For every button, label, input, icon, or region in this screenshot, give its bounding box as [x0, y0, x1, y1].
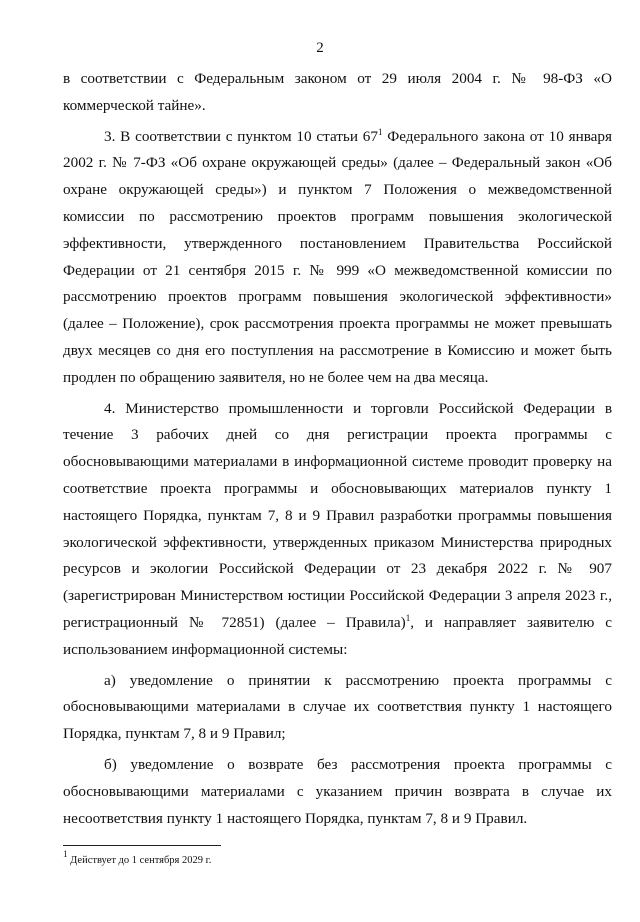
footnote-reference: 1: [405, 612, 411, 623]
footnote-marker: 1: [63, 849, 68, 859]
paragraph-3-text-start: 3. В соответствии с пунктом 10 статьи 67: [104, 127, 378, 145]
paragraph-3: [63, 124, 612, 392]
page-number: 2: [316, 40, 324, 56]
list-item-a: а) уведомление о принятии к рассмотрению проекта программы с обосновывающими материалами в случае их соответствия пункту 1 настоящего Порядка, пунктам 7, 8 и 9 Правил;: [63, 671, 612, 743]
paragraph-4-text-start: 4. Министерство промышленности и торговли Российской Федерации в течение 3 рабочих дней со дня регистрации проекта программы с обосновывающими материалами в информационной системе проводит проверку на соответствие проекта программы и обосновывающих материалов пункту 1 настоящего Порядка, пунктам 7, 8 и 9 Правил разработки программы повышения экологической эффективности, утвержденных приказом Министерства природных ресурсов и экологии Российской Федерации от 23 декабря 2022 г. № 907 (зарегистрирован Министерством юстиции Российской Федерации 3 апреля 2023 г., регистрационный № 72851) (далее – Правила): [63, 399, 612, 631]
list-item-b: б) уведомление о возврате без рассмотрения проекта программы с обосновывающими материалами с указанием причин возврата в случае их несоответствия пункту 1 настоящего Порядка, пунктам 7, 8 и 9 Правил.: [63, 755, 612, 827]
document-body: [63, 66, 612, 832]
paragraph-3-text-end: Федерального закона от 10 января 2002 г. № 7-ФЗ «Об охране окружающей среды» (далее – Федеральный закон «Об охране окружающей среды») и пунктом 7 Положения о межведомственной комиссии по рассмотрению проектов программ повышения экологической эффективности, утвержденного постановлением Правительства Российской Федерации от 21 сентября 2015 г. № 999 «О межведомственной комиссии по рассмотрению проектов программ повышения экологической эффективности» (далее – Положение), срок рассмотрения проекта программы не может превышать двух месяцев со дня его поступления на рассмотрение в Комиссию и может быть продлен по обращению заявителя, но не более чем на два месяца.: [63, 127, 612, 386]
paragraph-4-text-end: , и направляет заявителю с использованием информационной системы:: [63, 613, 612, 658]
footnote: [63, 849, 612, 868]
footnote-reference: 1: [377, 126, 383, 137]
paragraph-4: [63, 396, 612, 664]
footnote-text: Действует до 1 сентября 2029 г.: [67, 855, 212, 866]
paragraph-continuation: в соответствии с Федеральным законом от 29 июля 2004 г. № 98-ФЗ «О коммерческой тайне».: [63, 70, 612, 114]
footnote-separator: [63, 845, 221, 846]
